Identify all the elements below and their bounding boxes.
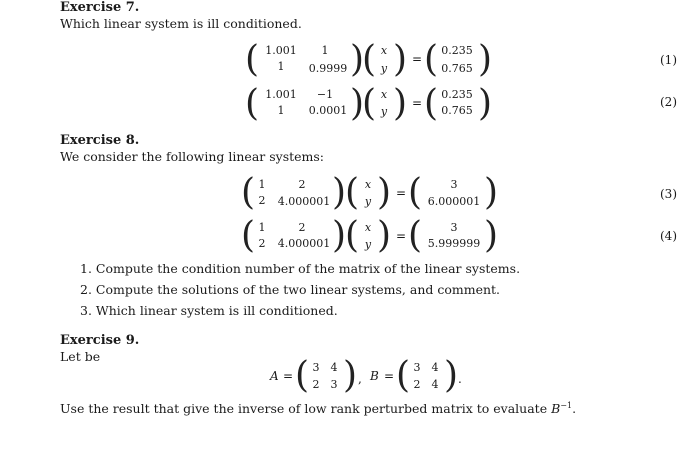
left-paren: ( (241, 215, 256, 256)
equals-sign: = (412, 52, 423, 66)
left-paren: ( (362, 39, 377, 80)
left-paren: ( (424, 83, 439, 124)
exercise-7-prompt: Which linear system is ill conditioned. (60, 16, 302, 31)
right-paren: ) (393, 39, 408, 80)
equation-label: (4) (660, 229, 677, 243)
right-paren: ) (393, 83, 408, 124)
left-paren: ( (362, 83, 377, 124)
equation-label: (3) (660, 187, 677, 201)
equation-label: (1) (660, 53, 677, 67)
vector-entry: 3 (450, 221, 458, 234)
left-paren: ( (396, 355, 411, 396)
right-paren: ) (343, 355, 358, 396)
left-paren: ( (245, 39, 260, 80)
matrix-entry: 1 (258, 221, 266, 234)
right-paren: ) (478, 39, 493, 80)
right-paren: ) (484, 172, 499, 213)
equation-label: (2) (660, 95, 677, 109)
variable-x: x (364, 221, 372, 234)
matrix-entry: 2 (312, 378, 320, 391)
matrix-entry: 2 (258, 237, 266, 250)
matrix-entry: 3 (330, 378, 338, 391)
list-item: 3. Which linear system is ill conditioned. (80, 303, 338, 318)
matrix-entry: 0.9999 (308, 62, 348, 75)
variable-y: y (364, 195, 372, 208)
equals-sign: = (384, 369, 395, 383)
variable-y: y (364, 238, 372, 251)
matrix-entry: 1.001 (265, 44, 297, 57)
matrix-b-name: B (370, 369, 379, 383)
matrix-entry: 1 (258, 178, 266, 191)
variable-x: x (364, 178, 372, 191)
matrix-entry: 1 (277, 104, 285, 117)
matrix-entry: 1.001 (265, 88, 297, 101)
matrix-entry: 4 (431, 361, 439, 374)
right-paren: ) (377, 172, 392, 213)
list-item: 1. Compute the condition number of the matrix of the linear systems. (80, 261, 521, 276)
equals-sign: = (283, 369, 294, 383)
variable-y: y (380, 105, 388, 118)
exercise-9-prompt: Let be (60, 349, 101, 364)
right-paren: ) (350, 83, 365, 124)
left-paren: ( (241, 172, 256, 213)
matrix-entry: 4.000001 (277, 237, 331, 250)
inverse-exponent: −1 (560, 401, 573, 410)
exercise-8-prompt: We consider the following linear systems: (60, 149, 325, 164)
exercise-9-heading: Exercise 9. (60, 333, 140, 348)
matrix-entry: 2 (413, 378, 421, 391)
right-paren: ) (444, 355, 459, 396)
right-paren: ) (332, 215, 347, 256)
matrix-entry: 0.0001 (308, 104, 348, 117)
variable-y: y (380, 62, 388, 75)
matrix-entry: 4.000001 (277, 195, 331, 208)
right-paren: ) (332, 172, 347, 213)
matrix-entry: −1 (316, 88, 334, 101)
vector-entry: 0.235 (441, 88, 473, 101)
matrix-entry: 3 (312, 361, 320, 374)
left-paren: ( (408, 172, 423, 213)
right-paren: ) (484, 215, 499, 256)
left-paren: ( (245, 83, 260, 124)
exercise-9-instruction (60, 401, 576, 416)
variable-x: x (380, 88, 388, 101)
exercise-8-heading: Exercise 8. (60, 133, 140, 148)
matrix-entry: 4 (330, 361, 338, 374)
right-paren: ) (377, 215, 392, 256)
right-paren: ) (350, 39, 365, 80)
left-paren: ( (345, 172, 360, 213)
matrix-entry: 3 (413, 361, 421, 374)
vector-entry: 0.235 (441, 44, 473, 57)
matrix-entry: 4 (431, 378, 439, 391)
period: . (572, 401, 577, 417)
matrix-entry: 2 (258, 194, 266, 207)
matrix-entry: 1 (321, 44, 329, 57)
vector-entry: 6.000001 (427, 195, 481, 208)
inverse-matrix-name: B (551, 401, 561, 417)
matrix-entry: 1 (277, 60, 285, 73)
matrix-a-name: A (270, 369, 279, 383)
vector-entry: 3 (450, 178, 458, 191)
left-paren: ( (345, 215, 360, 256)
vector-entry: 5.999999 (427, 237, 481, 250)
left-paren: ( (295, 355, 310, 396)
matrix-entry: 2 (298, 178, 306, 191)
vector-entry: 0.765 (441, 62, 473, 75)
separator: , (358, 372, 362, 386)
period: . (458, 372, 462, 386)
left-paren: ( (408, 215, 423, 256)
equals-sign: = (412, 96, 423, 110)
instruction-text: Use the result that give the inverse of low rank perturbed matrix to evaluate (60, 401, 548, 417)
matrix-entry: 2 (298, 221, 306, 234)
right-paren: ) (478, 83, 493, 124)
vector-entry: 0.765 (441, 104, 473, 117)
equals-sign: = (396, 186, 407, 200)
left-paren: ( (424, 39, 439, 80)
list-item: 2. Compute the solutions of the two linear systems, and comment. (80, 282, 501, 297)
equals-sign: = (396, 229, 407, 243)
variable-x: x (380, 44, 388, 57)
exercise-7-heading: Exercise 7. (60, 0, 140, 15)
